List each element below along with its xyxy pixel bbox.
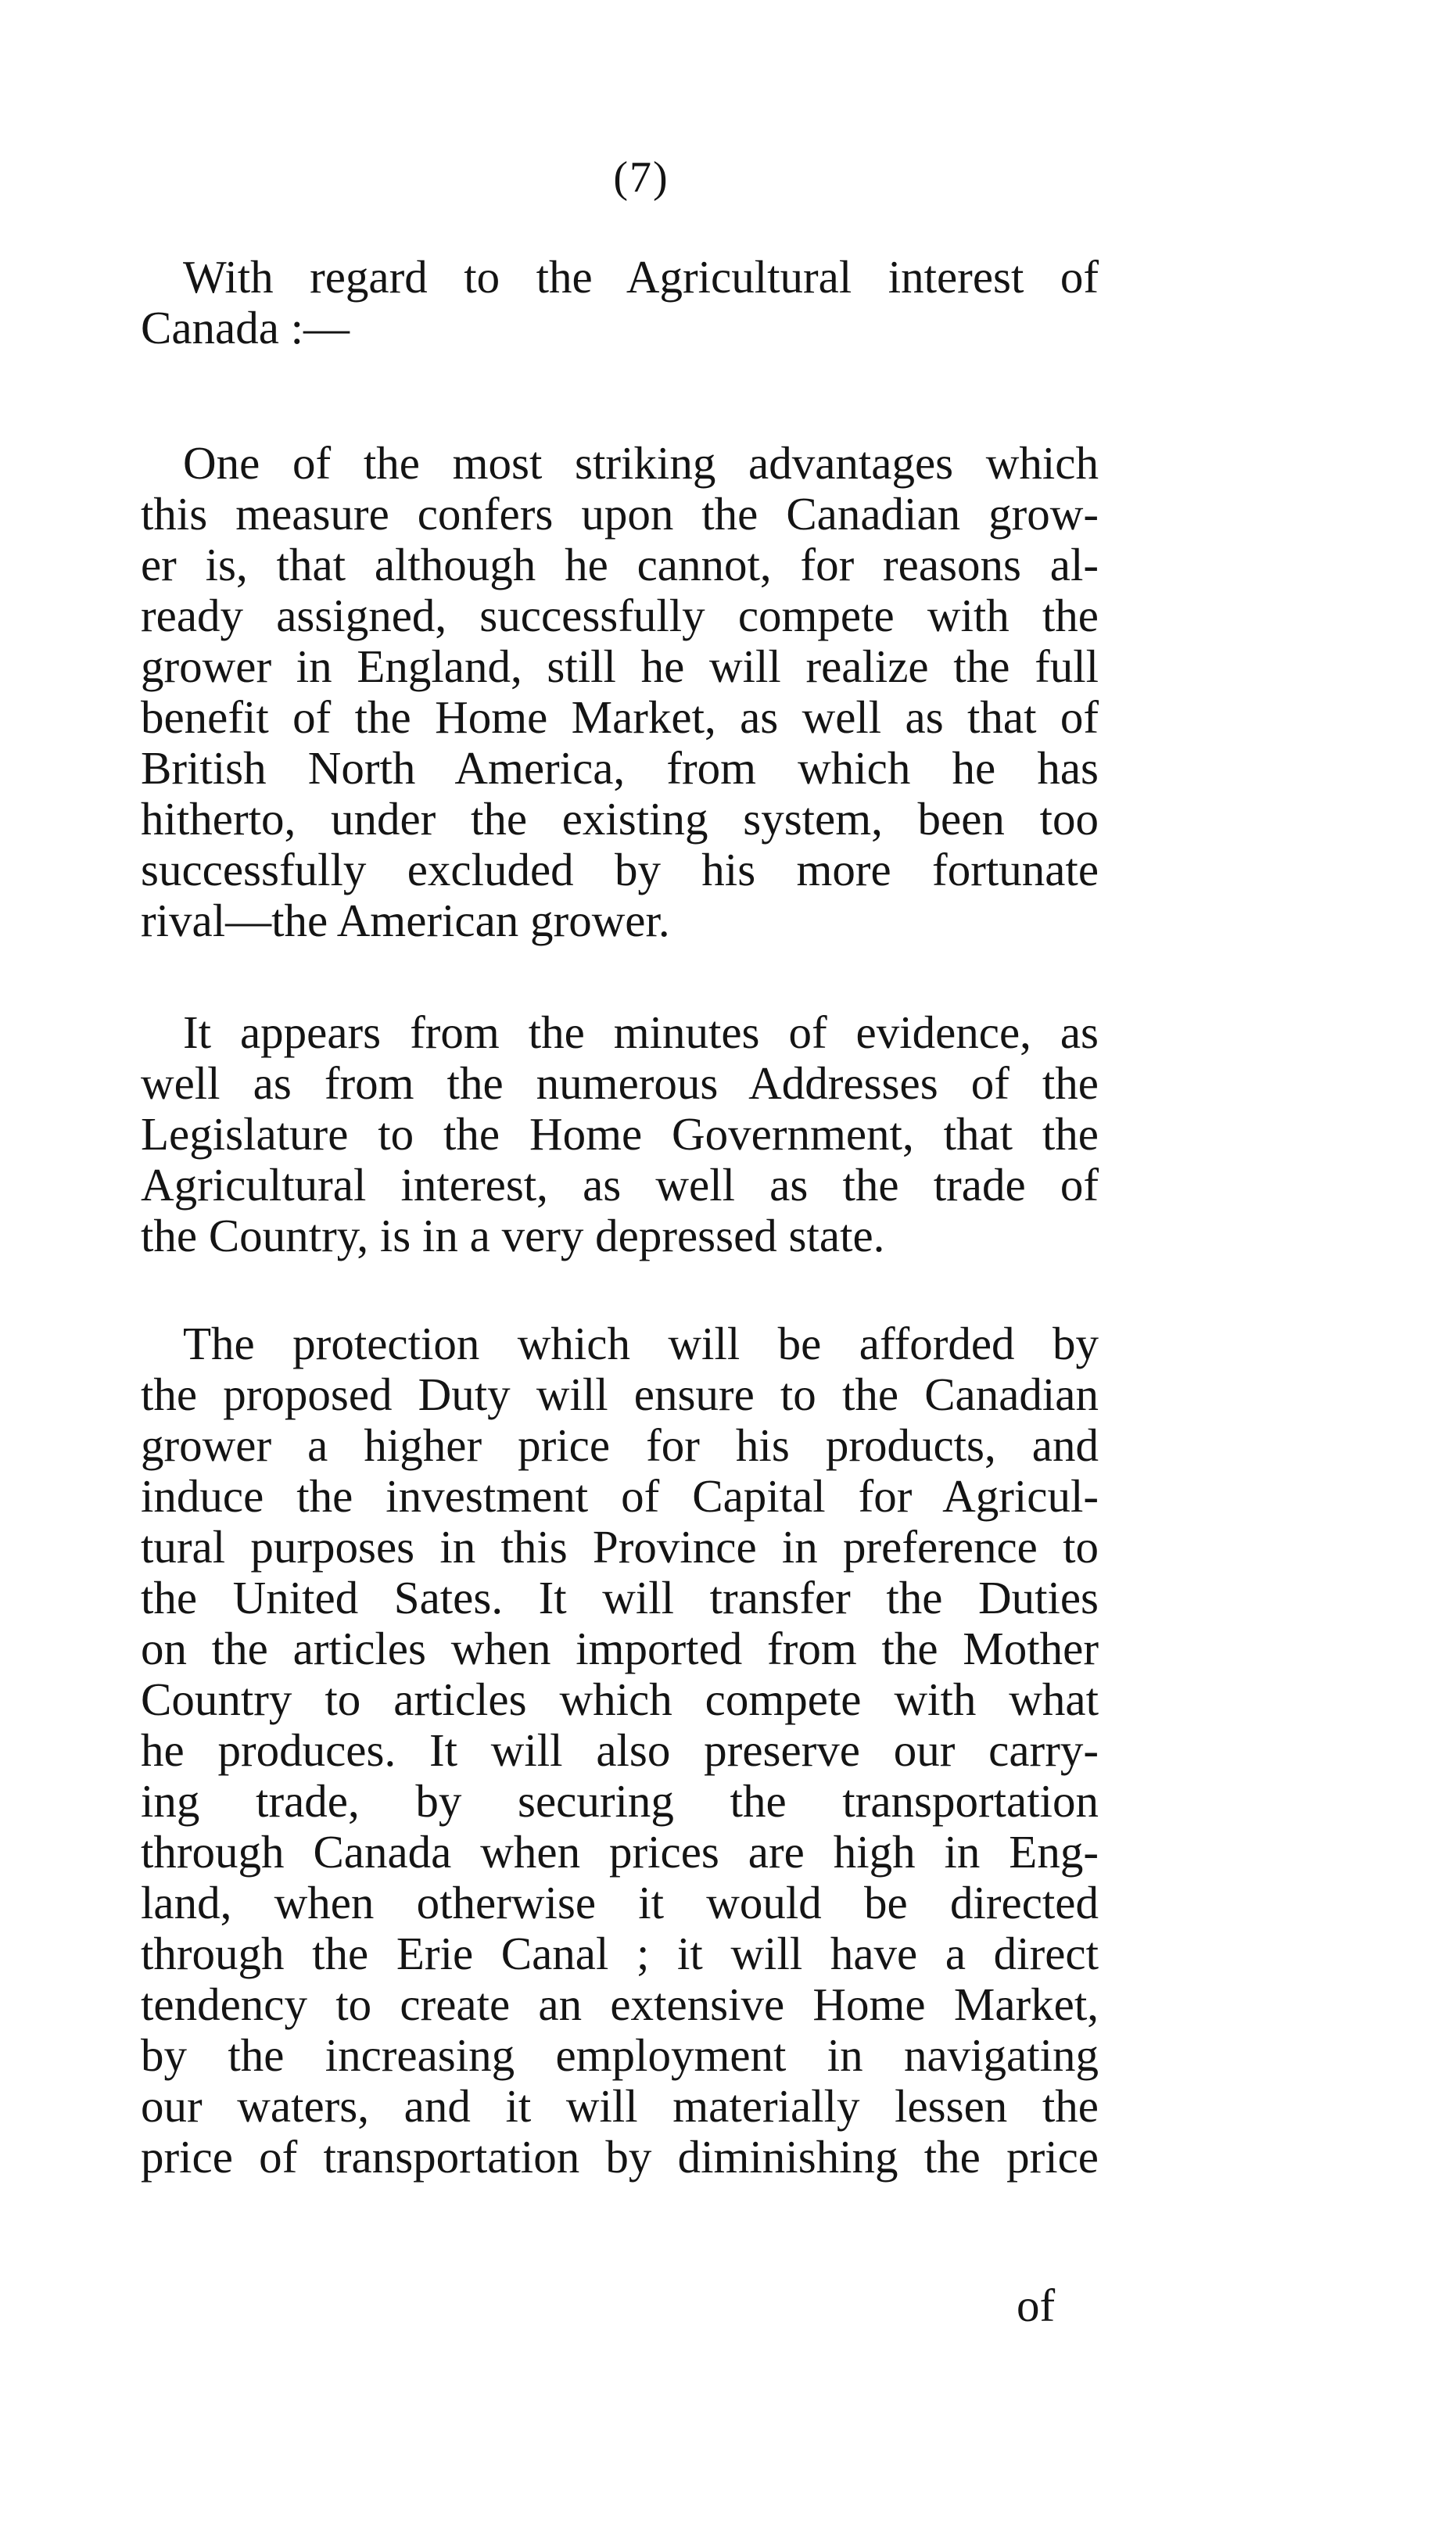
- catchword: of: [1017, 2280, 1056, 2331]
- page-number: (7): [613, 153, 669, 202]
- text-line: The protection which will be afforded by: [183, 1318, 1099, 1369]
- text-line: land, when otherwise it would be directed: [141, 1877, 1099, 1928]
- text-line: price of transportation by diminishing the price: [141, 2131, 1099, 2183]
- text-line: Country to articles which compete with what: [141, 1673, 1099, 1725]
- text-line: through the Erie Canal ; it will have a direct: [141, 1928, 1099, 1979]
- text-line: the proposed Duty will ensure to the Canadian: [141, 1369, 1099, 1420]
- text-line: on the articles when imported from the Mother: [141, 1623, 1099, 1674]
- text-line: Legislature to the Home Government, that the: [141, 1108, 1099, 1160]
- text-line: Canada :—: [141, 302, 350, 353]
- text-line: the Country, is in a very depressed state.: [141, 1210, 885, 1261]
- text-line: the United Sates. It will transfer the Duties: [141, 1572, 1099, 1623]
- text-line: It appears from the minutes of evidence, as: [183, 1006, 1099, 1058]
- paragraph-protection: [141, 1318, 1099, 2183]
- text-line: grower in England, still he will realize the full: [141, 640, 1099, 692]
- text-line: our waters, and it will materially lessen the: [141, 2080, 1099, 2132]
- text-line: er is, that although he cannot, for reasons al-: [141, 539, 1099, 590]
- text-line: he produces. It will also preserve our carry-: [141, 1724, 1099, 1776]
- intro-text: [141, 252, 1099, 353]
- text-line: British North America, from which he has: [141, 742, 1099, 794]
- paragraph-evidence: [141, 1007, 1099, 1261]
- text-line: grower a higher price for his products, and: [141, 1419, 1099, 1471]
- text-line: With regard to the Agricultural interest of: [183, 251, 1099, 303]
- text-line: One of the most striking advantages which: [183, 437, 1099, 489]
- text-line: Agricultural interest, as well as the trade of: [141, 1159, 1099, 1211]
- text-line: ing trade, by securing the transportation: [141, 1775, 1099, 1827]
- text-line: successfully excluded by his more fortunate: [141, 844, 1099, 895]
- text-line: through Canada when prices are high in Eng-: [141, 1826, 1099, 1878]
- text-line: hitherto, under the existing system, been too: [141, 793, 1099, 845]
- text-line: this measure confers upon the Canadian grow-: [141, 488, 1099, 540]
- text-line: rival—the American grower.: [141, 895, 670, 946]
- text-line: tural purposes in this Province in preference to: [141, 1521, 1099, 1573]
- text-line: by the increasing employment in navigating: [141, 2029, 1099, 2081]
- text-line: well as from the numerous Addresses of the: [141, 1057, 1099, 1109]
- text-line: benefit of the Home Market, as well as that of: [141, 691, 1099, 743]
- text-line: induce the investment of Capital for Agricul-: [141, 1470, 1099, 1522]
- text-line: ready assigned, successfully compete with the: [141, 590, 1099, 641]
- text-line: tendency to create an extensive Home Market,: [141, 1978, 1099, 2030]
- paragraph-advantages: [141, 438, 1099, 946]
